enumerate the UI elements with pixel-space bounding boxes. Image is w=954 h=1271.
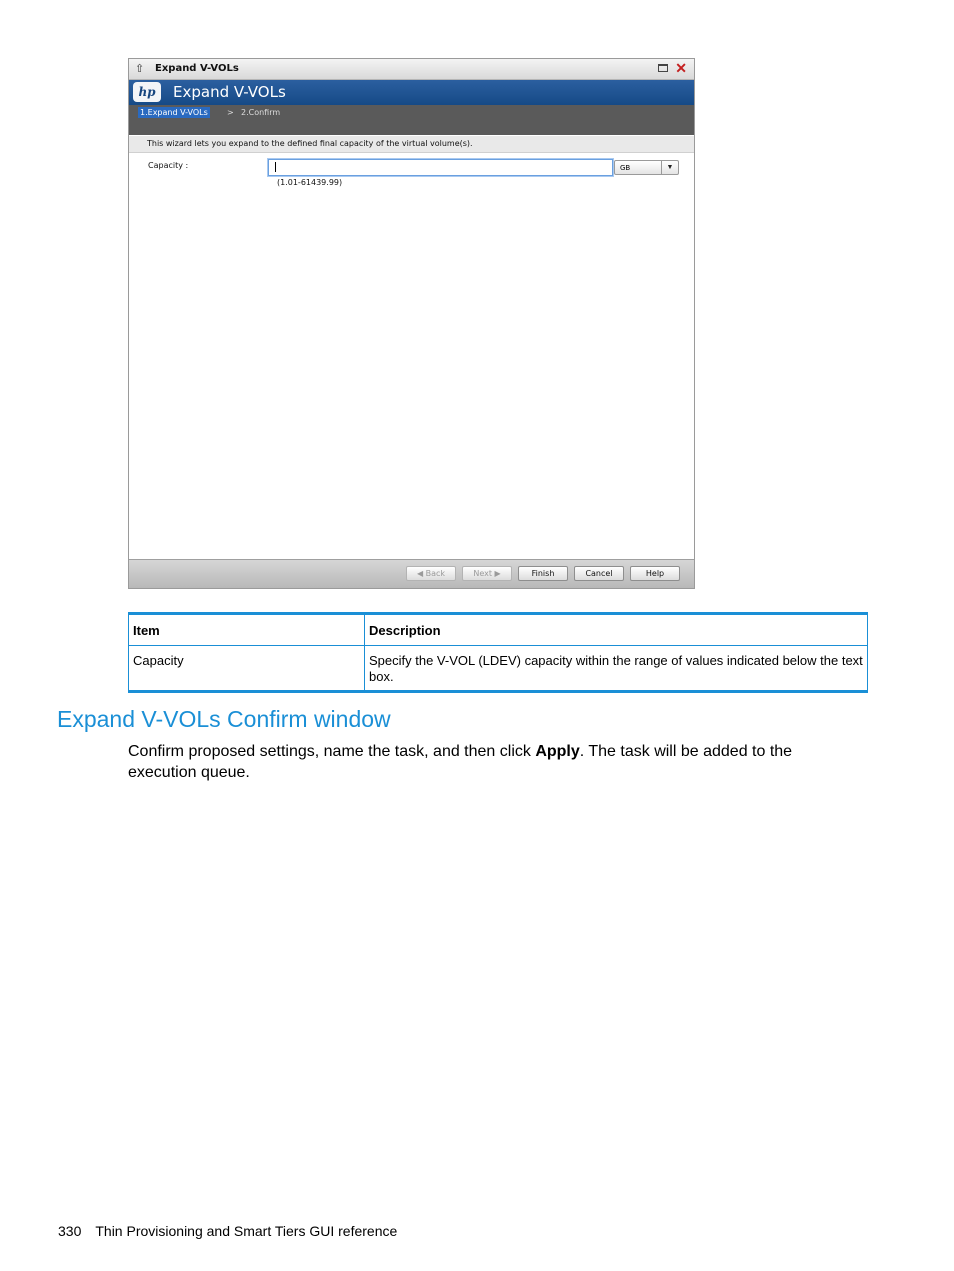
window-title: Expand V-VOLs: [155, 63, 239, 74]
capacity-input[interactable]: [268, 159, 613, 176]
wizard-footer: [129, 559, 694, 588]
expand-vvols-window: [128, 58, 695, 589]
capacity-range: (1.01-61439.99): [277, 178, 343, 187]
unit-select-value: GB: [620, 164, 631, 172]
capacity-label: Capacity :: [148, 161, 189, 170]
page-footer: [58, 1223, 397, 1239]
para-bold-apply: Apply: [535, 743, 580, 760]
table-header-item: Item: [129, 614, 365, 646]
table-header-row: [129, 614, 868, 646]
page-number: 330: [58, 1223, 82, 1239]
collapse-icon[interactable]: ⇧: [135, 63, 145, 75]
title-bar: [129, 59, 694, 80]
wizard-steps: [129, 105, 694, 135]
table-cell-item: Capacity: [129, 646, 365, 692]
back-icon: ◀: [416, 569, 424, 578]
section-heading: Expand V-VOLs Confirm window: [57, 706, 391, 732]
wizard-info-bar: [129, 136, 694, 153]
unit-select[interactable]: [614, 160, 679, 175]
table-header-description: Description: [365, 614, 868, 646]
banner-title: Expand V-VOLs: [173, 83, 286, 101]
back-button[interactable]: [406, 566, 456, 581]
next-icon: ▶: [494, 569, 501, 578]
table-cell-description: Specify the V-VOL (LDEV) capacity within the range of values indicated below the text box.: [365, 646, 868, 692]
next-button[interactable]: [462, 566, 512, 581]
step-expand-vvols: 1.Expand V-VOLs: [140, 108, 208, 117]
section-paragraph: [128, 741, 858, 783]
finish-button[interactable]: Finish: [518, 566, 568, 581]
wizard-banner: [129, 80, 694, 105]
close-icon[interactable]: ✕: [675, 60, 687, 76]
dropdown-arrow-icon: ▼: [661, 161, 678, 174]
back-button-label: Back: [425, 569, 446, 578]
maximize-icon[interactable]: [658, 64, 668, 72]
hp-logo: hp: [133, 82, 161, 102]
cancel-button[interactable]: Cancel: [574, 566, 624, 581]
help-button[interactable]: Help: [630, 566, 680, 581]
footer-text: Thin Provisioning and Smart Tiers GUI reference: [95, 1223, 398, 1239]
step-confirm: 2.Confirm: [241, 108, 281, 117]
para-text-before: Confirm proposed settings, name the task, and then click: [128, 743, 536, 760]
table-row: [129, 646, 868, 692]
next-button-label: Next: [473, 569, 492, 578]
text-cursor: [275, 162, 276, 172]
para-text-after: . The task will be added to the execution queue.: [128, 743, 793, 781]
step-separator: >: [227, 108, 234, 117]
item-description-table: [128, 612, 868, 693]
wizard-info-text: This wizard lets you expand to the defined final capacity of the virtual volume(s).: [147, 139, 473, 148]
